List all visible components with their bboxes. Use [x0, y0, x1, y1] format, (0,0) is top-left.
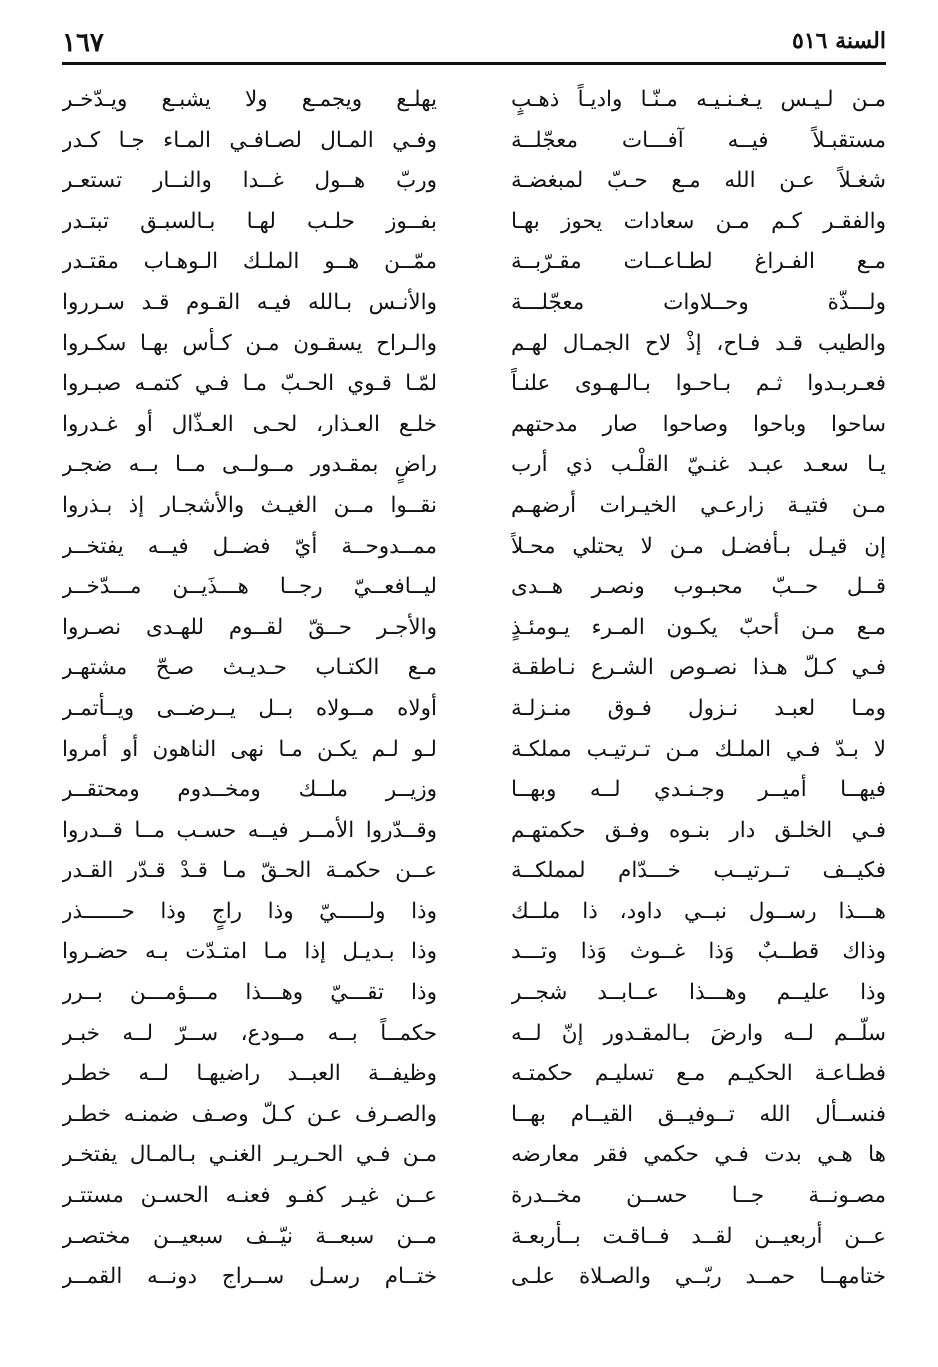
hemistich-right: مـع مـن أحبّ يكـون المـرء يـومئـذٍ	[511, 614, 886, 640]
hemistich-left: حكمــاً بــه مــودع، ســرّ لــه خبـر	[62, 1020, 437, 1046]
hemistich-left: راضٍ بمقـدور مــولــى مــا بــه ضجـر	[62, 452, 437, 478]
running-header: السنة ٥١٦	[792, 28, 886, 54]
hemistich-right: هـــذا رســول نبــي داود، ذا ملــك	[511, 898, 886, 924]
hemistich-right: فـي الخلـق دار بنـوه وفـق حكمتهـم	[511, 817, 886, 843]
hemistich-left: وقــدّروا الأمــر فيــه حسـب مــا قــدروا	[62, 817, 437, 843]
hemistich-left: مــن سبعــة نيّــف سبعيــن مختصـر	[62, 1223, 437, 1249]
hemistich-right: والفقـر كـم مـن سعادات يحوز بهـا	[511, 208, 886, 234]
hemistich-left: لمّـا قـوي الحـبّ مـا فـي كتمـه صبـروا	[62, 371, 437, 397]
hemistich-left: عــن غيـر كفـو فعنـه الحسـن مستتـر	[62, 1183, 437, 1209]
hemistich-left: خلـع العـذار، لحـى العـذّال أو غـدروا	[62, 411, 437, 437]
hemistich-right: لا بـدّ فـي الملـك مـن تـرتيـب مملكـة	[511, 736, 886, 762]
page-header	[62, 22, 886, 65]
hemistich-right: ساحوا وباحوا وصاحوا صار مدحتهم	[511, 411, 886, 437]
hemistich-left: ليــافعــيّ رجــا هـــذَيــن مـــدّخــر	[62, 574, 437, 600]
hemistich-left: وذا بـديـل إذا مـا امتـدّت بـه حضـروا	[62, 939, 437, 965]
hemistich-left: وذا تقـــيّ وهـــذا مـــؤمـــن بــرر	[62, 980, 437, 1006]
hemistich-right: شغـلاً عـن الله مـع حـبّ لمبغضـة	[511, 168, 886, 194]
hemistich-right: فطـاعـة الحكيـم مـع تسليـم حكمتـه	[511, 1061, 886, 1087]
hemistich-right: ومـا لعبـد نـزول فـوق منـزلـة	[511, 695, 886, 721]
hemistich-right: وذا عليــم وهـــذا عــابــد شجــر	[511, 980, 886, 1006]
hemistich-right: ولـــذّة وحــلاوات معجّلـــة	[511, 289, 886, 315]
hemistich-left: والأنـس بـالله فيـه القـوم قـد سـرروا	[62, 289, 437, 315]
hemistich-left: ممــدوحــة أيّ فضــل فيــه يفتخــر	[62, 533, 437, 559]
hemistich-right: فعـربـدوا ثـم بـاحـوا بـالـهـوى علنـاً	[511, 371, 886, 397]
hemistich-left: وفـي المـال لصـافـي المـاء جـا كـدر	[62, 127, 437, 153]
hemistich-right: سلّــم لــه وارضَ بـالمقـدور إنّ لــه	[511, 1020, 886, 1046]
hemistich-right: إن قيـل بـأفضـل مـن لا يحتلي محـلاً	[511, 533, 886, 559]
hemistich-left: والصـرف عـن كـلّ وصـف ضمنـه خطـر	[62, 1101, 437, 1127]
hemistich-right: مـع الفـراغ لطـاعــات مقـرّبــة	[511, 249, 886, 275]
hemistich-right: ختامهــا حمــد ربّــي والصـلاة علـى	[511, 1264, 886, 1290]
hemistich-right: عــن أربعيــن لقــد فــاقـت بــأربعـة	[511, 1223, 886, 1249]
hemistich-left: ختــام رسـل ســراج دونــه القمــر	[62, 1264, 437, 1290]
hemistich-right: مـن فتيـة زارعـي الخيـرات أرضهـم	[511, 492, 886, 518]
hemistich-left: مـع الكتـاب حـديـث صـحّ مشتهـر	[62, 655, 437, 681]
hemistich-left: مـن فـي الحـريـر الغنـي بـالمـال يفتخـر	[62, 1142, 437, 1168]
hemistich-right: فيهــا أميــر وجـنـدي لــه وبهــا	[511, 777, 886, 803]
hemistich-left: وذا ولـــــيّ وذا راجٍ وذا حــــــذر	[62, 898, 437, 924]
hemistich-left: عــن حكمـة الحـقّ مـا قـدْ قـدّر القـدر	[62, 858, 437, 884]
hemistich-right: يـا سعـد عبـد غنـيّ القلْـب ذي أرب	[511, 452, 886, 478]
hemistich-right: فنســأل الله تــوفيــق القيــام بهــا	[511, 1101, 886, 1127]
right-column	[511, 80, 886, 1297]
hemistich-right: والطيب قـد فـاح، إذْ لاح الجمـال لهـم	[511, 330, 886, 356]
hemistich-left: بفــوز حلـب لهـا بـالسبـق تبتـدر	[62, 208, 437, 234]
hemistich-right: قــل حــبّ محبـوب ونصـر هــدى	[511, 574, 886, 600]
hemistich-left: ممّــن هــو الملـك الـوهـاب مقتـدر	[62, 249, 437, 275]
hemistich-right: مصـونــة جــا حســن مخــدرة	[511, 1183, 886, 1209]
hemistich-right: فـي كـلّ هـذا نصـوص الشـرع نـاطقـة	[511, 655, 886, 681]
hemistich-left: وظيفــة العبــد راضيهـا لــه خطـر	[62, 1061, 437, 1087]
hemistich-left: والأجـر حــقّ لقــوم للهـدى نصـروا	[62, 614, 437, 640]
hemistich-right: وذاك قطــبٌ وَذا غــوث وَذا وتـــد	[511, 939, 886, 965]
hemistich-right: مـن لـيـس يـغـنـيـه مـنّـا واديـاً ذهـبٍ	[511, 87, 886, 112]
hemistich-right: مستقبـلاً فيــه آفـــات معجّلــة	[511, 127, 886, 153]
hemistich-left: وزيــر ملــك ومخــدوم ومحتقــر	[62, 777, 437, 803]
left-column	[62, 80, 437, 1297]
hemistich-right: فكيــف تــرتيــب خـــدّام لمملكــة	[511, 858, 886, 884]
hemistich-left: نقــوا مــن الغيـث والأشجـار إذ بـذروا	[62, 492, 437, 518]
poem-body	[62, 80, 886, 1297]
hemistich-left: يهلـع ويجمـع ولا يشبـع ويـدّخـر	[62, 87, 437, 112]
hemistich-left: وربّ هــول غــدا والنــار تستعـر	[62, 168, 437, 194]
page-number: ١٦٧	[62, 28, 104, 58]
hemistich-left: أولاه مــولاه بــل يــرضــى ويــأتمـر	[62, 695, 437, 721]
hemistich-right: ها هـي بدت فـي حكمي فقر معارضه	[511, 1142, 886, 1168]
hemistich-left: لـو لـم يكـن مـا نهى الناهون أو أمروا	[62, 736, 437, 762]
hemistich-left: والـراح يسقـون مـن كـأس بهـا سكـروا	[62, 330, 437, 356]
